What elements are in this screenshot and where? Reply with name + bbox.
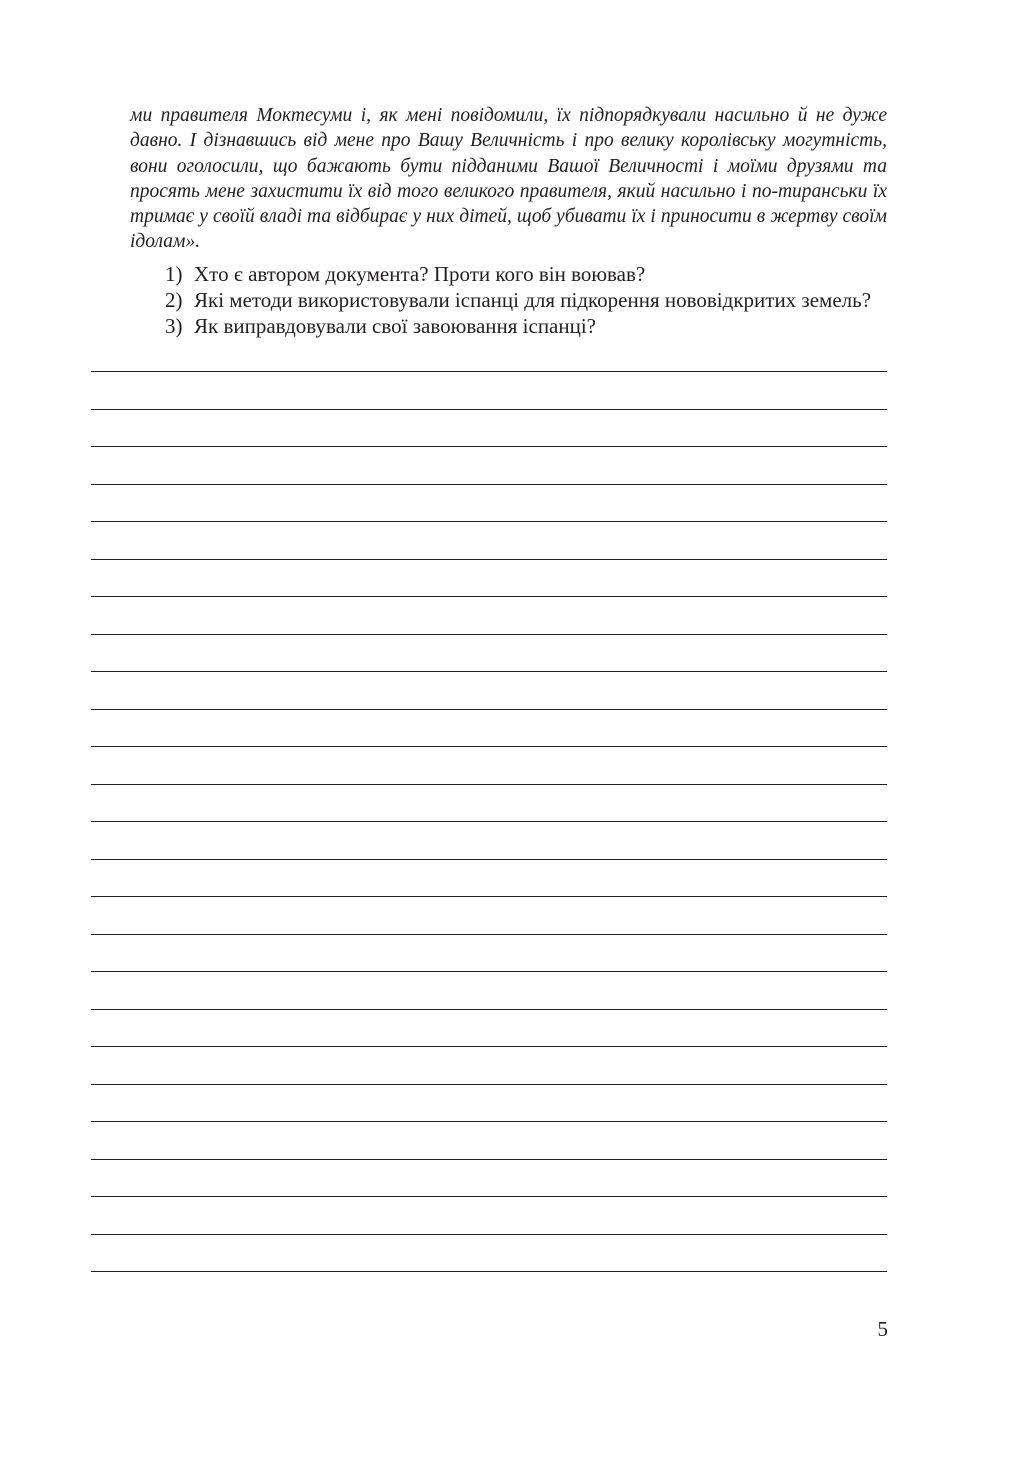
answer-line[interactable]: [91, 1196, 887, 1197]
answer-line[interactable]: [91, 1234, 887, 1235]
answer-line[interactable]: [91, 1084, 887, 1085]
page-number: 5: [877, 1317, 888, 1341]
answer-line[interactable]: [91, 821, 887, 822]
question-text: Як виправдовували свої завоювання іспанці?: [194, 314, 597, 338]
answer-line[interactable]: [91, 521, 887, 522]
question-number: 3): [165, 314, 183, 338]
answer-line[interactable]: [91, 859, 887, 860]
question-item: [130, 287, 887, 313]
answer-line[interactable]: [91, 1009, 887, 1010]
question-text: Хто є автором документа? Проти кого він воював?: [194, 262, 646, 286]
answer-line[interactable]: [91, 1046, 887, 1047]
question-number: 1): [165, 262, 183, 286]
question-list: [130, 261, 887, 339]
document-quote: ми правителя Моктесуми і, як мені повідомили, їх підпорядкували насильно й не дуже давно. І дізнавшись від мене про Вашу Величність і про велику королівську могутність, вони оголосили, що бажають бути підданими Вашої Величності і моїми друзями та просять мене захистити їх від того великого правителя, який насильно і по-тиранськи їх тримає у своїй владі та відбирає у них дітей, щоб убивати їх і приносити в жертву своїм ідолам».: [130, 105, 887, 253]
answer-line[interactable]: [91, 634, 887, 635]
answer-line[interactable]: [91, 596, 887, 597]
answer-line[interactable]: [91, 559, 887, 560]
question-item: [130, 313, 887, 339]
answer-line[interactable]: [91, 1121, 887, 1122]
answer-line[interactable]: [91, 784, 887, 785]
answer-line[interactable]: [91, 896, 887, 897]
answer-line[interactable]: [91, 1159, 887, 1160]
question-item: [130, 261, 887, 287]
answer-line[interactable]: [91, 1271, 887, 1272]
answer-line[interactable]: [91, 934, 887, 935]
answer-line[interactable]: [91, 409, 887, 410]
answer-line[interactable]: [91, 484, 887, 485]
answer-line[interactable]: [91, 671, 887, 672]
answer-line[interactable]: [91, 709, 887, 710]
answer-line[interactable]: [91, 746, 887, 747]
answer-line[interactable]: [91, 971, 887, 972]
question-text: Які методи використовували іспанці для підкорення нововідкритих земель?: [194, 288, 872, 312]
question-number: 2): [165, 288, 183, 312]
answer-line[interactable]: [91, 371, 887, 372]
answer-line[interactable]: [91, 446, 887, 447]
